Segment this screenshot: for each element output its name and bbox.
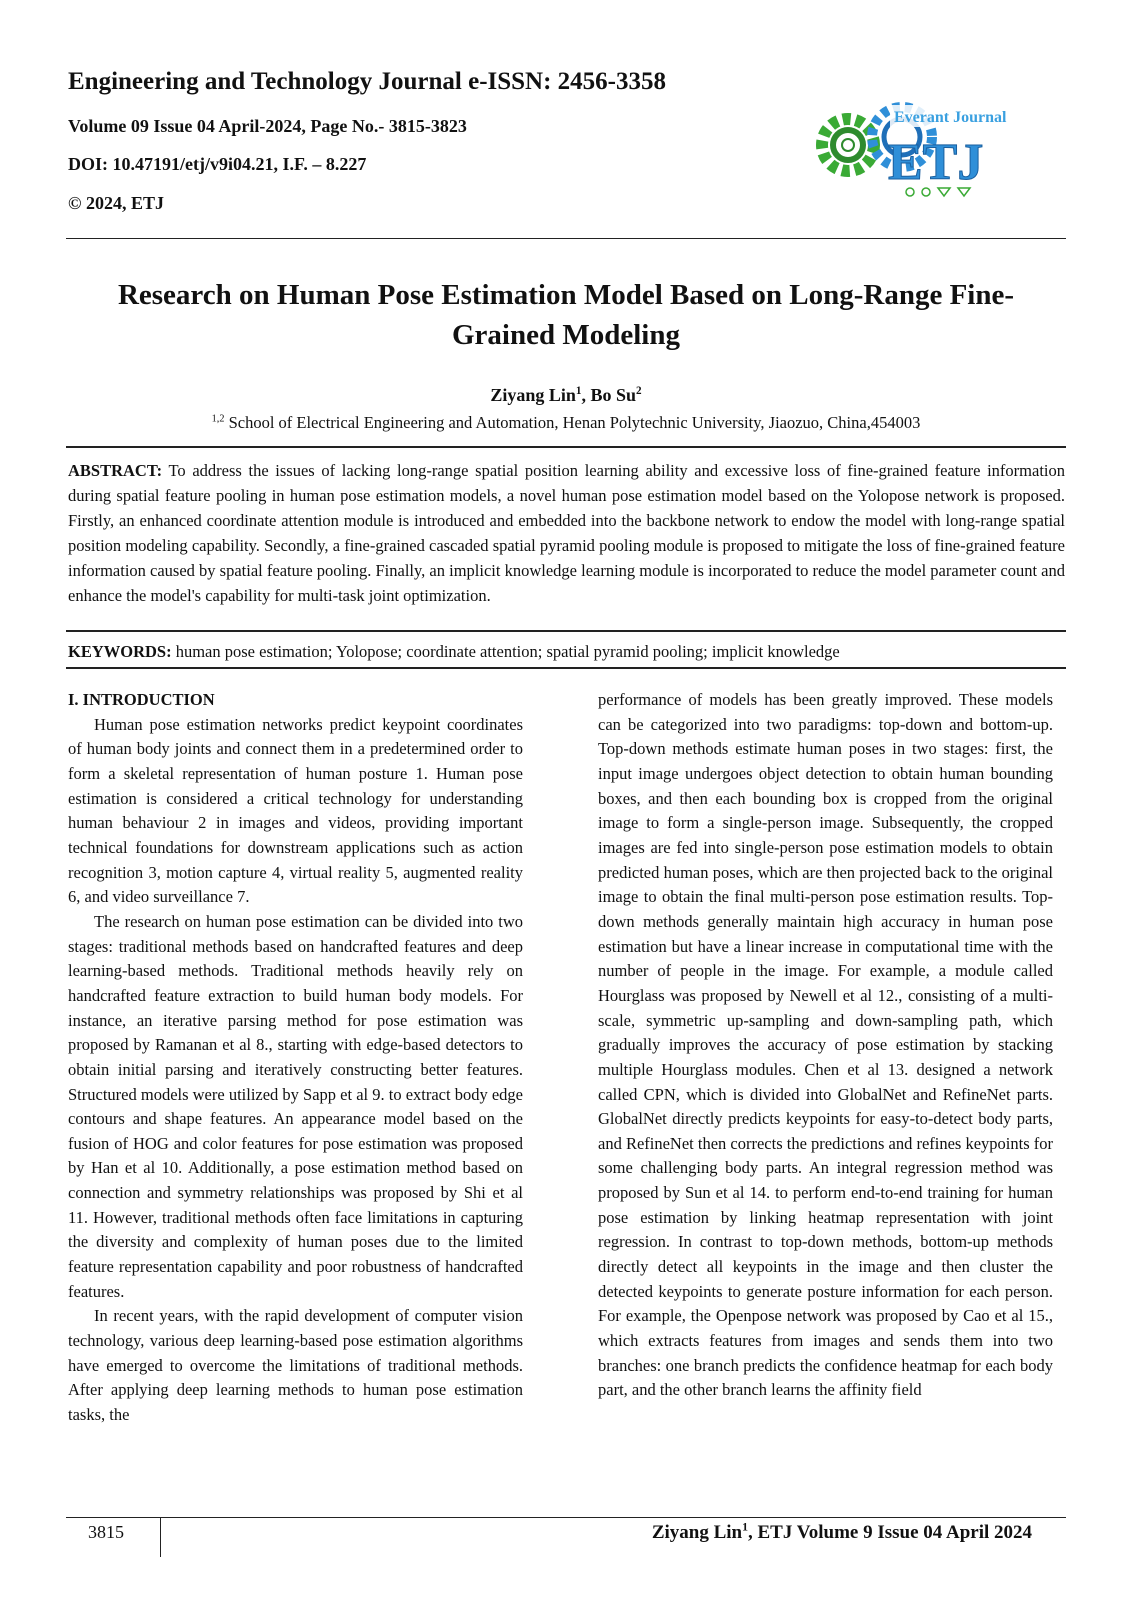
author-superscript: 1 [575, 385, 582, 397]
gear-icon [822, 119, 874, 171]
doi-info: DOI: 10.47191/etj/v9i04.21, I.F. – 8.227 [68, 154, 367, 174]
author-name: Bo Su [590, 385, 637, 405]
affiliation-superscript: 1,2 [211, 413, 225, 425]
right-column [598, 688, 1053, 1403]
footer-issue: , ETJ Volume 9 Issue 04 April 2024 [748, 1522, 1032, 1543]
journal-name: Engineering and Technology Journal e-ISSN: 2456-3358 [68, 68, 667, 95]
paragraph: The research on human pose estimation can be divided into two stages: traditional methods based on handcrafted features and deep learning-based methods. Traditional methods heavily rely on handcrafted feature extraction to build human body models. For instance, an iterative parsing method for pose estimation was proposed by Ramanan et al 8., starting with edge-based detectors to obtain initial parsing and iteratively constructing better features. Structured models were utilized by Sapp et al 9. to extract body edge contours and shape features. An appearance model based on the fusion of HOG and color features for pose estimation was proposed by Han et al 10. Additionally, a pose estimation method based on connection and symmetry relationships was proposed by Shi et al 11. However, traditional methods often face limitations in capturing the diversity and complexity of human poses due to the limited feature representation capability and poor robustness of handcrafted features. [68, 911, 523, 1301]
header-divider [66, 238, 1066, 239]
title-line-1: Research on Human Pose Estimation Model Based on Long-Range Fine- [117, 279, 1015, 311]
section-heading: I. INTRODUCTION [68, 690, 215, 709]
footer-divider [66, 1517, 1066, 1518]
author-list [0, 385, 1132, 406]
volume-info: Volume 09 Issue 04 April-2024, Page No.- 3815-3823 [68, 116, 467, 136]
logo-top-text: Everant Journal [894, 109, 1007, 126]
paper-title [60, 275, 1072, 355]
logo-main-text: ETJ [888, 134, 984, 191]
keywords-label: KEYWORDS: [68, 642, 172, 661]
abstract-top-rule [66, 446, 1066, 448]
affiliation-text: School of Electrical Engineering and Automation, Henan Polytechnic University, Jiaozuo, China,454003 [224, 413, 921, 432]
keywords [68, 640, 1065, 664]
abstract [68, 458, 1065, 609]
abstract-text: To address the issues of lacking long-range spatial position learning ability and excessive loss of fine-grained feature information during spatial feature pooling in human pose estimation models, a novel human pose estimation model based on the Yolopose network is proposed. Firstly, an enhanced coordinate attention module is introduced and embedded into the backbone network to endow the model with long-range spatial position modeling capability. Secondly, a fine-grained cascaded spatial pyramid pooling module is proposed to mitigate the loss of fine-grained feature information caused by spatial feature pooling. Finally, an implicit knowledge learning module is incorporated to reduce the model parameter count and enhance the model's capability for multi-task joint optimization. [68, 461, 1065, 606]
paragraph: Human pose estimation networks predict keypoint coordinates of human body joints and connect them in a predetermined order to form a skeletal representation of human posture 1. Human pose estimation is considered a critical technology for understanding human behaviour 2 in images and videos, providing important technical foundations for downstream applications such as action recognition 3, motion capture 4, virtual reality 5, augmented reality 6, and video surveillance 7. [68, 714, 523, 907]
page-number: 3815 [88, 1522, 124, 1542]
left-column [68, 688, 523, 1428]
author-name: Ziyang Lin [490, 385, 576, 405]
footer-separator [160, 1517, 161, 1557]
copyright: © 2024, ETJ [68, 193, 164, 213]
footer-superscript: 1 [742, 1520, 748, 1534]
etj-logo [810, 95, 1010, 205]
keywords-bottom-rule [66, 667, 1066, 669]
title-line-2: Grained Modeling [452, 319, 680, 351]
paragraph: performance of models has been greatly improved. These models can be categorized into two paradigms: top-down and bottom-up. Top-down methods estimate human poses in two stages: first, the input image undergoes object detection to obtain human bounding boxes, and then each bounding box is cropped from the original image to form a single-person image. Subsequently, the cropped images are fed into single-person pose estimation models to obtain predicted human poses, which are then projected back to the original image to obtain the final multi-person pose estimation results. Top-down methods generally maintain high accuracy in human pose estimation but have a linear increase in computational time with the number of people in the image. For example, a module called Hourglass was proposed by Newell et al 12., consisting of a multi-scale, symmetric up-sampling and down-sampling path, which gradually improves the accuracy of pose estimation by stacking multiple Hourglass modules. Chen et al 13. designed a network called CPN, which is divided into GlobalNet and RefineNet parts. GlobalNet directly predicts keypoints for easy-to-detect body parts, and RefineNet then corrects the predictions and refines keypoints for some challenging body parts. An integral regression method was proposed by Sun et al 14. to perform end-to-end training for human pose estimation by linking heatmap representation with joint regression. In contrast to top-down methods, bottom-up methods directly detect all keypoints in the image and then cluster the detected keypoints to generate posture information for each person. For example, the Openpose network was proposed by Cao et al 15., which extracts features from images and sends them into two branches: one branch predicts the confidence heatmap for each body part, and the other branch learns the affinity field [598, 690, 1053, 1400]
abstract-label: ABSTRACT: [68, 461, 163, 480]
author-superscript: 2 [636, 385, 642, 397]
author-separator: , [581, 385, 591, 405]
keywords-top-rule [66, 630, 1066, 632]
paragraph: In recent years, with the rapid development of computer vision technology, various deep learning-based pose estimation algorithms have emerged to overcome the limitations of traditional methods. After applying deep learning methods to human pose estimation tasks, the [68, 1306, 523, 1425]
running-footer [652, 1522, 1032, 1544]
footer-author: Ziyang Lin [651, 1522, 743, 1543]
keywords-text: human pose estimation; Yolopose; coordinate attention; spatial pyramid pooling; implicit knowledge [171, 642, 840, 661]
affiliation [0, 413, 1132, 433]
